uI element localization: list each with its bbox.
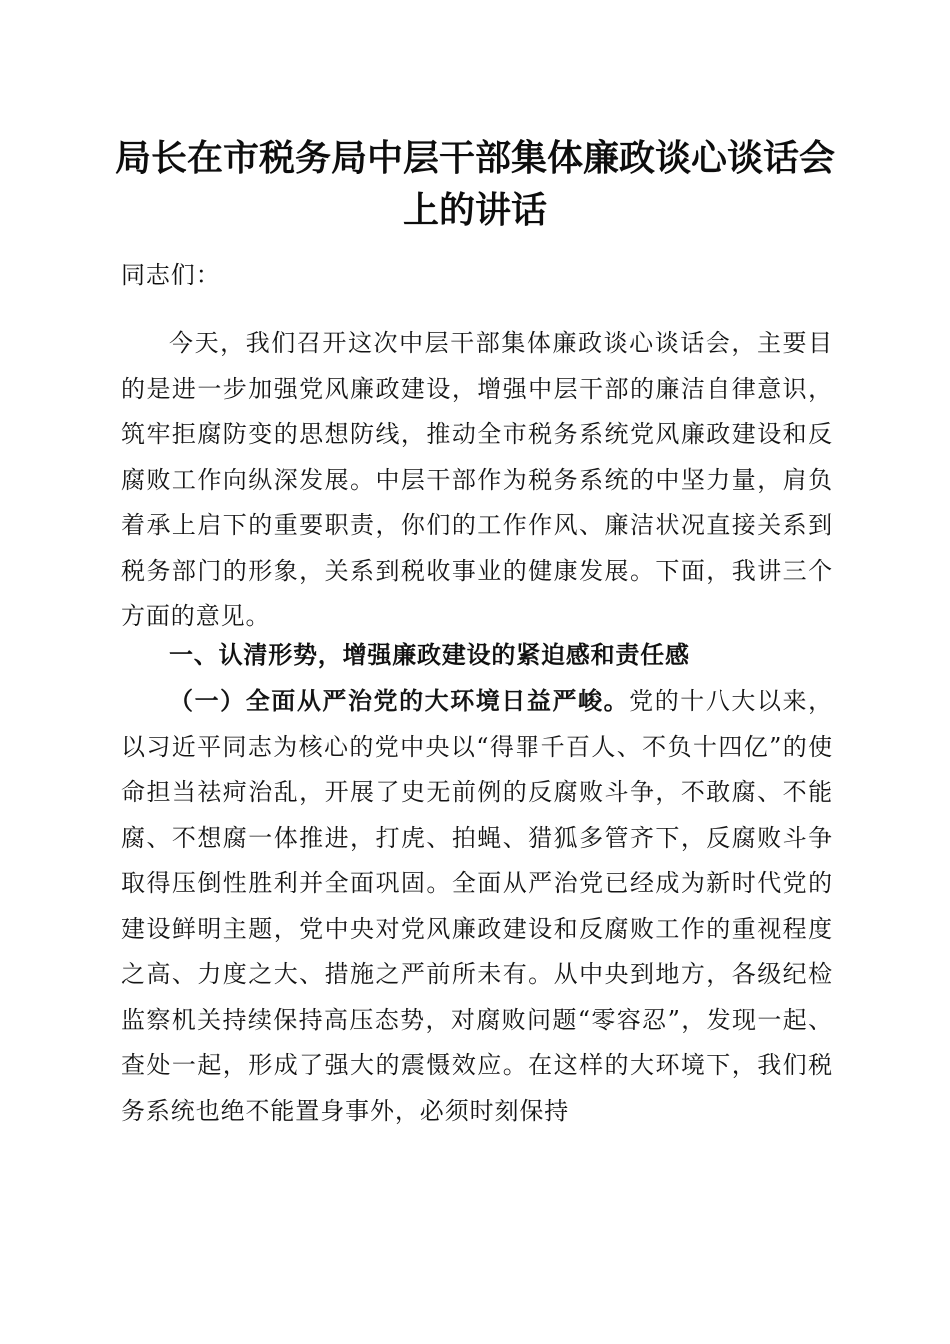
- title-line-1: 局长在市税务局中层干部集体廉政谈心谈话会: [114, 137, 835, 179]
- salutation: 同志们：: [121, 261, 221, 289]
- title-line-2: 上的讲话: [402, 189, 547, 231]
- document-title: [100, 132, 850, 236]
- section-1-paragraph: [121, 678, 833, 1134]
- section-1-heading: 一、认清形势，增强廉政建设的紧迫感和责任感: [169, 641, 690, 669]
- subsection-1-text: 党的十八大以来，以习近平同志为核心的党中央以“得罪千百人、不负十四亿”的使命担当祛疴治乱，开展了史无前例的反腐败斗争，不敢腐、不能腐、不想腐一体推进，打虎、拍蝇、猎狐多管齐下，反腐败斗争取得压倒性胜利并全面巩固。全面从严治党已经成为新时代党的建设鲜明主题，党中央对党风廉政建设和反腐败工作的重视程度之高、力度之大、措施之严前所未有。从中央到地方，各级纪检监察机关持续保持高压态势，对腐败问题“零容忍”，发现一起、查处一起，形成了强大的震慑效应。在这样的大环境下，我们税务系统也绝不能置身事外，必须时刻保持: [121, 687, 834, 1125]
- opening-paragraph: 今天，我们召开这次中层干部集体廉政谈心谈话会，主要目的是进一步加强党风廉政建设，增强中层干部的廉洁自律意识，筑牢拒腐防变的思想防线，推动全市税务系统党风廉政建设和反腐败工作向纵深发展。中层干部作为税务系统的中坚力量，肩负着承上启下的重要职责，你们的工作作风、廉洁状况直接关系到税务部门的形象，关系到税收事业的健康发展。下面，我讲三个方面的意见。: [121, 329, 833, 630]
- subsection-1-heading: （一）全面从严治党的大环境日益严峻。: [169, 686, 630, 715]
